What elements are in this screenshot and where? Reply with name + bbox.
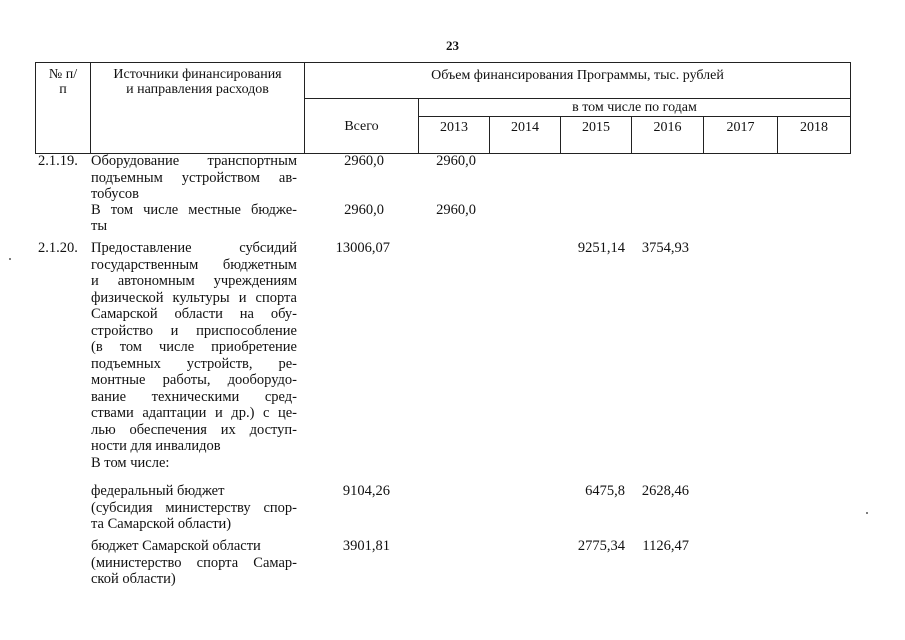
row-text-line: Предоставление субсидий	[91, 240, 297, 256]
header-cell-year-2015	[560, 116, 632, 154]
header-year-label: 2017	[726, 120, 755, 135]
header-year-label: 2013	[440, 120, 468, 135]
header-year-label: 2016	[653, 120, 682, 135]
row-text-line: (министерство спорта Самар-	[91, 555, 297, 571]
row-text-line: стройство и приспособление	[91, 323, 297, 339]
row-text-line: В том числе:	[91, 455, 170, 471]
header-year-label: 2018	[800, 120, 828, 135]
row-text-line: подъемным устройством ав-	[91, 170, 297, 186]
row-text-line: тобусов	[91, 186, 140, 202]
row-text-line: та Самарской области)	[91, 516, 232, 532]
header-total-label: Всего	[344, 118, 379, 134]
header-cell-year-2016	[631, 116, 704, 154]
row-number: 2.1.20.	[38, 240, 78, 256]
row-text-line: ствами адаптации и др.) с це-	[91, 405, 297, 421]
row-text-line: ности для инвалидов	[91, 438, 221, 454]
year-2015-value: 2775,34	[577, 538, 625, 554]
year-2016-value: 2628,46	[641, 483, 689, 499]
total-value: 3901,81	[342, 538, 390, 554]
year-2016-value: 1126,47	[642, 538, 689, 554]
header-cell-year-2017	[703, 116, 778, 154]
header-volume-label: Объем финансирования Программы, тыс. рублей	[431, 68, 724, 83]
header-cell-total	[304, 98, 419, 154]
header-cell-volume	[304, 62, 851, 99]
total-value: 13006,07	[335, 240, 390, 256]
total-value: 2960,0	[344, 202, 384, 218]
row-text-line: физической культуры и спорта	[91, 290, 297, 306]
row-number: 2.1.19.	[38, 153, 78, 169]
row-text-line: Самарской области на обу-	[91, 306, 297, 322]
year-2016-value: 3754,93	[641, 240, 689, 256]
header-year-label: 2015	[582, 120, 610, 135]
scan-speck	[9, 258, 11, 260]
row-text-line: подъемных устройств, ре-	[91, 356, 297, 372]
row-text-line: государственным бюджетным	[91, 257, 297, 273]
row-text-line: вание техническими сред-	[91, 389, 297, 405]
header-cell-year-2013	[418, 116, 490, 154]
row-text-line: и автономным учреждениям	[91, 273, 297, 289]
total-value: 2960,0	[344, 153, 384, 169]
page-number: 23	[446, 38, 459, 53]
year-2013-value: 2960,0	[436, 202, 476, 218]
row-text-line: ты	[91, 218, 108, 234]
year-2015-value: 6475,8	[585, 483, 625, 499]
header-cell-number	[35, 62, 91, 154]
row-text-line: монтные работы, дооборудо-	[91, 372, 297, 388]
total-value: 9104,26	[342, 483, 390, 499]
year-2013-value: 2960,0	[436, 153, 476, 169]
row-text-line: Оборудование транспортным	[91, 153, 297, 169]
header-cell-year-2014	[489, 116, 561, 154]
row-text-line: федеральный бюджет	[91, 483, 225, 499]
row-text-line: В том числе местные бюдже-	[91, 202, 297, 218]
header-cell-source	[90, 62, 305, 154]
row-text-line: (субсидия министерству спор-	[91, 500, 297, 516]
header-number-label: № п/п	[48, 67, 78, 97]
row-text-line: лью обеспечения их доступ-	[91, 422, 297, 438]
scan-speck	[866, 512, 868, 514]
header-cell-year-2018	[777, 116, 851, 154]
header-source-label: Источники финансирования и направления расходов	[113, 67, 282, 97]
row-text-line: ской области)	[91, 571, 176, 587]
header-cell-by-year	[418, 98, 851, 117]
row-text-line: бюджет Самарской области	[91, 538, 261, 554]
header-by-year-label: в том числе по годам	[572, 100, 697, 115]
row-text-line: (в том числе приобретение	[91, 339, 297, 355]
year-2015-value: 9251,14	[577, 240, 625, 256]
header-year-label: 2014	[511, 120, 539, 135]
